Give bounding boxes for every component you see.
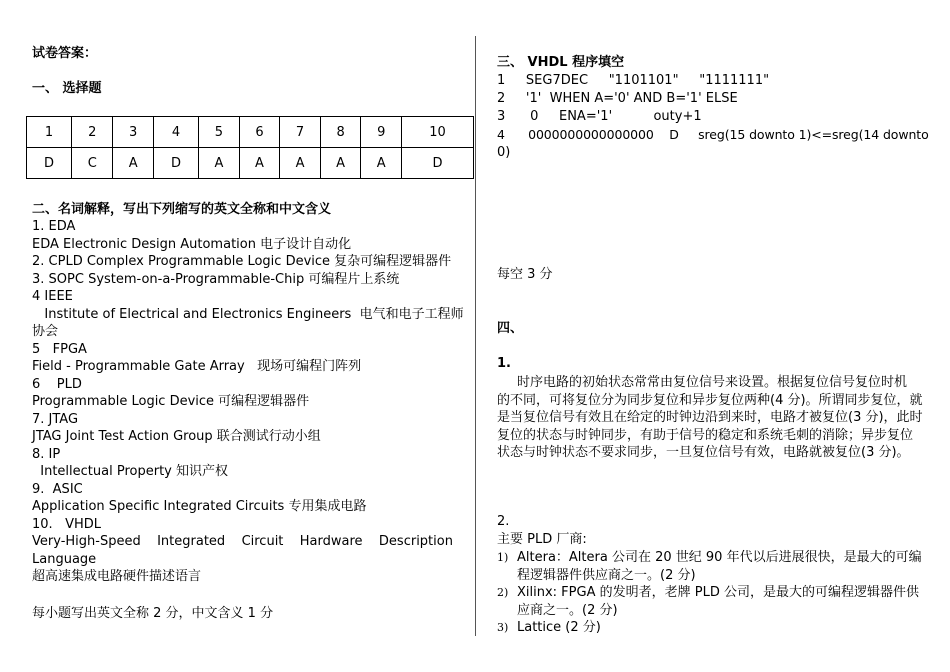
table-cell: A (280, 148, 321, 179)
term-line: Application Specific Integrated Circuits 专用集成电路 (32, 499, 367, 514)
vhdl-word: Very-High-Speed (32, 534, 141, 549)
term-line: JTAG Joint Test Action Group 联合测试行动小组 (32, 429, 321, 444)
list-text: 应商之一。(2 分) (517, 602, 618, 618)
term-line: 7. JTAG (32, 411, 79, 427)
term-line: 10. VHDL (32, 516, 101, 532)
column-divider (475, 36, 476, 636)
term-line: 2. CPLD Complex Programmable Logic Device 复杂可编程逻辑器件 (32, 254, 452, 269)
fill-line: 4 0000000000000000 D sreg(15 downto 1)<=sreg(14 downto (497, 127, 929, 142)
term-line: 1. EDA (32, 219, 76, 234)
term-line: 协会 (32, 324, 59, 339)
list-number: 3) (497, 621, 509, 634)
table-cell: A (320, 148, 361, 179)
vhdl-word: Integrated (157, 534, 226, 549)
table-cell: A (361, 148, 402, 179)
fill-line: 2 '1' WHEN A='0' AND B='1' ELSE (497, 91, 738, 106)
term-line: 8. IP (32, 446, 61, 462)
answer-line: 时序电路的初始状态常常由复位信号来设置。根据复位信号复位时机 (517, 375, 908, 390)
answer-line: 的不同，可将复位分为同步复位和异步复位两种(4 分)。所谓同步复位，就 (497, 392, 923, 408)
section-3-heading: 三、 VHDL 程序填空 (497, 55, 625, 70)
per-blank-score: 每空 3 分 (497, 267, 553, 282)
term-line: 5 FPGA (32, 341, 87, 357)
term-line: Intellectual Property 知识产权 (32, 464, 228, 479)
list-number: 1) (497, 551, 509, 564)
answer-title: 试卷答案： (32, 46, 98, 61)
table-row-answers (27, 148, 474, 179)
term-line: 9. ASIC (32, 481, 83, 497)
table-cell: D (27, 148, 72, 179)
fill-line: 1 SEG7DEC "1101101" "1111111" (497, 73, 770, 88)
term-line: 超高速集成电路硬件描述语言 (32, 569, 202, 584)
table-cell: 9 (361, 117, 402, 148)
list-item (497, 584, 927, 619)
table-cell: D (153, 148, 198, 179)
list-text: Altera：Altera 公司在 20 世纪 90 年代以后进展很快，是最大的可编 (517, 550, 922, 565)
list-item (497, 549, 927, 584)
question-2-label: 2. (497, 514, 510, 529)
term-line: Programmable Logic Device 可编程逻辑器件 (32, 394, 310, 409)
table-cell: C (72, 148, 113, 179)
term-line: Institute of Electrical and Electronics Engineers 电气和电子工程师 (32, 306, 464, 322)
table-cell: 6 (239, 117, 280, 148)
vhdl-word: Description (378, 534, 453, 549)
table-cell: 3 (113, 117, 154, 148)
answer-line: 复位的状态与时钟同步，有助于信号的稳定和系统毛刺的消除；异步复位 (497, 427, 914, 443)
question-1-label: 1. (497, 356, 511, 371)
table-cell: 2 (72, 117, 113, 148)
question-2-intro: 主要 PLD 厂商: (497, 532, 587, 547)
table-cell: A (199, 148, 240, 179)
table-cell: 5 (199, 117, 240, 148)
table-cell: 7 (280, 117, 321, 148)
term-line: 4 IEEE (32, 289, 73, 304)
answer-line: 是当复位信号有效且在给定的时钟边沿到来时，电路才被复位(3 分)，此时 (497, 410, 923, 425)
list-text: Xilinx: FPGA 的发明者，老牌 PLD 公司，是最大的可编程逻辑器件供 (517, 585, 919, 600)
list-item (497, 619, 927, 637)
scoring-note: 每小题写出英文全称 2 分，中文含义 1 分 (32, 606, 274, 621)
term-line: Language (32, 551, 97, 567)
list-text: Lattice (2 分) (517, 620, 601, 635)
table-cell: 10 (402, 117, 474, 148)
table-row-numbers (27, 117, 474, 148)
term-line: 3. SOPC System-on-a-Programmable-Chip 可编程片上系统 (32, 271, 400, 287)
vhdl-word: Hardware (299, 534, 363, 549)
fill-line: 0) (497, 145, 511, 160)
table-cell: 1 (27, 117, 72, 148)
list-number: 2) (497, 586, 509, 599)
table-cell: 8 (320, 117, 361, 148)
table-cell: D (402, 148, 474, 179)
fill-line: 3 0 ENA='1' outy+1 (497, 109, 702, 124)
term-line: EDA Electronic Design Automation 电子设计自动化 (32, 236, 352, 252)
table-cell: 4 (153, 117, 198, 148)
section-2-heading: 二、名词解释，写出下列缩写的英文全称和中文含义 (32, 202, 332, 217)
answer-table (26, 116, 474, 179)
section-4-heading: 四、 (497, 321, 524, 336)
table-cell: A (113, 148, 154, 179)
table-cell: A (239, 148, 280, 179)
term-line: 6 PLD (32, 376, 82, 392)
vhdl-word: Circuit (241, 534, 284, 549)
answer-line: 状态与时钟状态不要求同步，一旦复位信号有效，电路就被复位(3 分)。 (497, 445, 910, 460)
list-text: 程逻辑器件供应商之一。(2 分) (517, 567, 696, 583)
section-1-heading: 一、 选择题 (32, 81, 102, 96)
vhdl-fullname-line (32, 533, 453, 550)
term-line: Field - Programmable Gate Array 现场可编程门阵列 (32, 359, 362, 374)
